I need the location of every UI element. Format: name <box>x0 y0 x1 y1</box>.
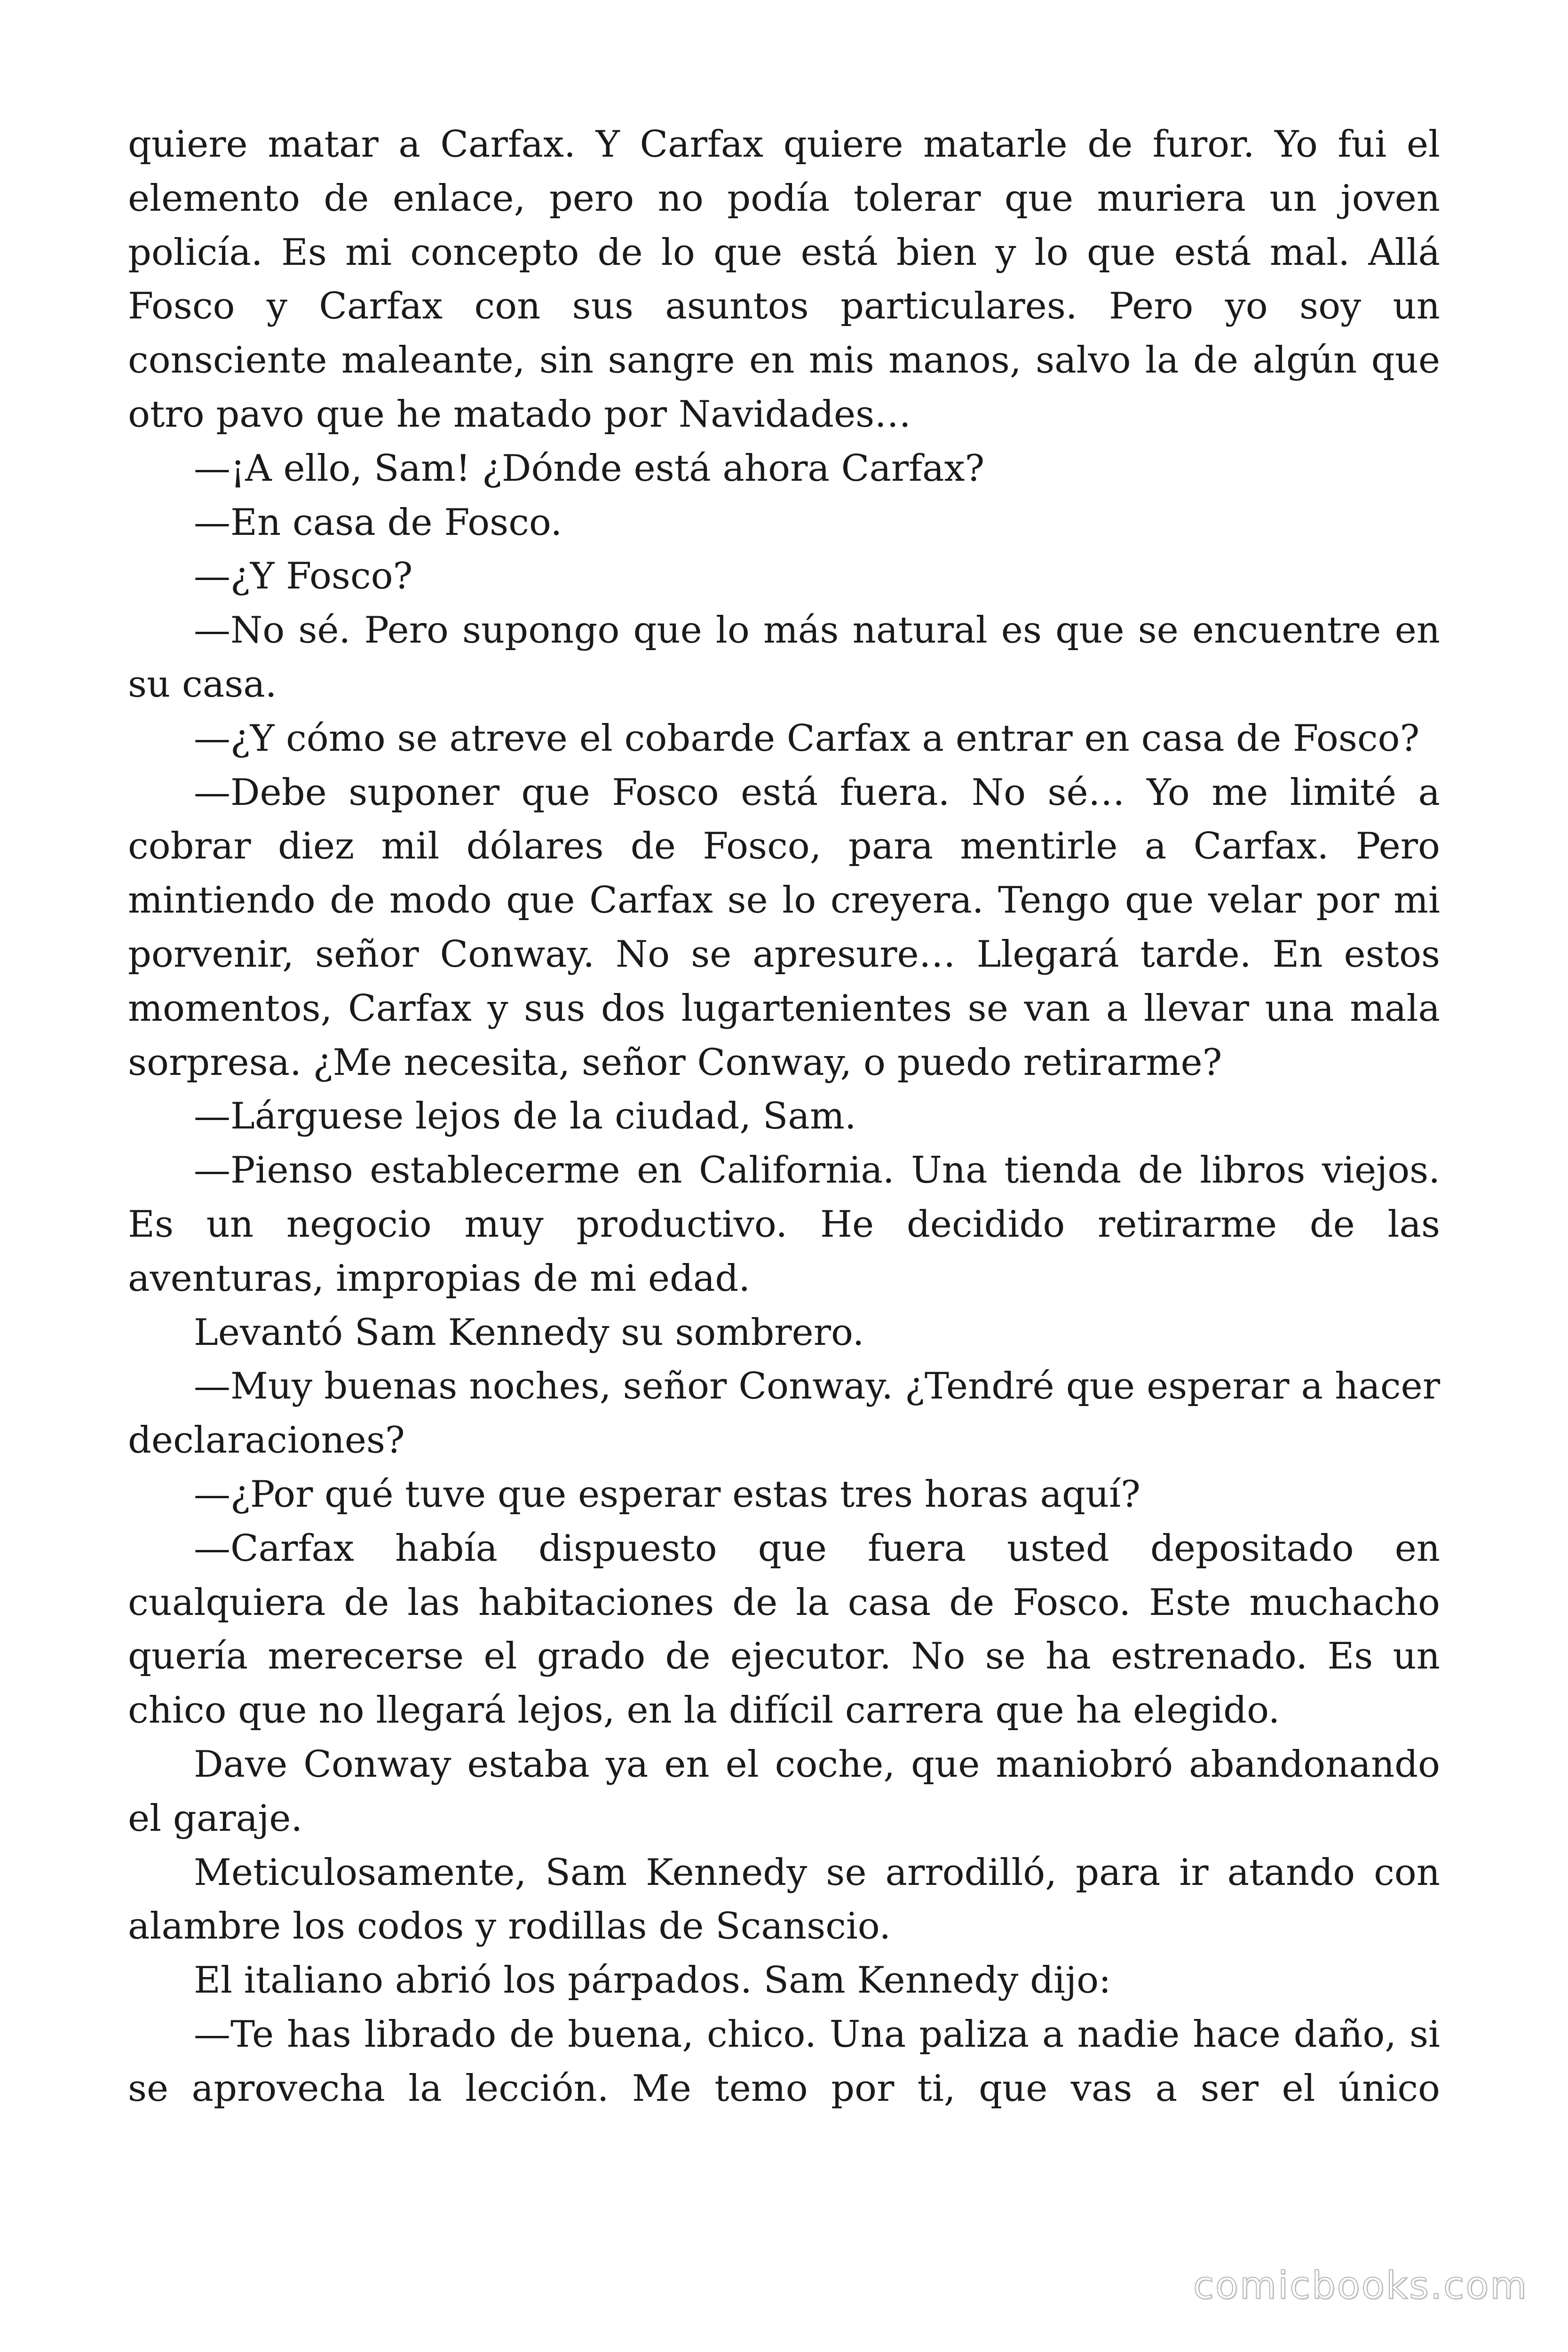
paragraph: —Carfax había dispuesto que fuera usted depositado en cualquiera de las habitaciones de la casa de Fosco. Este muchacho quería merecerse el grado de ejecutor. No se ha estrenado. Es un chico que no llegará lejos, en la difícil carrera que ha elegido. <box>128 1527 1440 1732</box>
paragraph: quiere matar a Carfax. Y Carfax quiere matarle de furor. Yo fui el elemento de enlace, pero no podía tolerar que muriera un joven policía. Es mi concepto de lo que está bien y lo que está mal. Allá Fosco y Carfax con sus asuntos particulares. Pero yo soy un consciente maleante, sin sangre en mis manos, salvo la de algún que otro pavo que he matado por Navidades… <box>128 123 1440 436</box>
paragraph: —No sé. Pero supongo que lo más natural es que se encuentre en su casa. <box>128 609 1440 706</box>
watermark: comicbooks.com <box>1193 2264 1528 2307</box>
paragraph: —Te has librado de buena, chico. Una paliza a nadie hace daño, si se aprovecha la lección. Me temo por ti, que vas a ser el único <box>128 2013 1440 2110</box>
paragraph: —¿Por qué tuve que esperar estas tres horas aquí? <box>194 1473 1140 1516</box>
paragraph: —Debe suponer que Fosco está fuera. No sé… Yo me limité a cobrar diez mil dólares de Fosco, para mentirle a Carfax. Pero mintiendo de modo que Carfax se lo creyera. Tengo que velar por mi porvenir, señor Conway. No se apresure… Llegará tarde. En estos momentos, Carfax y sus dos lugartenientes se van a llevar una mala sorpresa. ¿Me necesita, señor Conway, o puedo retirarme? <box>128 771 1440 1084</box>
paragraph: Meticulosamente, Sam Kennedy se arrodilló, para ir atando con alambre los codos y rodillas de Scanscio. <box>128 1851 1440 1948</box>
paragraph: —Pienso establecerme en California. Una tienda de libros viejos. Es un negocio muy productivo. He decidido retirarme de las aventuras, impropias de mi edad. <box>128 1149 1440 1300</box>
paragraph: —¿Y cómo se atreve el cobarde Carfax a entrar en casa de Fosco? <box>194 717 1420 760</box>
paragraph: —Lárguese lejos de la ciudad, Sam. <box>194 1095 856 1138</box>
paragraph: —¿Y Fosco? <box>194 555 413 598</box>
paragraph: —En casa de Fosco. <box>194 501 562 544</box>
paragraph: —Muy buenas noches, señor Conway. ¿Tendré que esperar a hacer declaraciones? <box>128 1365 1440 1462</box>
page-body-text <box>128 118 1440 2115</box>
paragraph: Levantó Sam Kennedy su sombrero. <box>194 1311 864 1354</box>
paragraph: —¡A ello, Sam! ¿Dónde está ahora Carfax? <box>194 447 985 490</box>
paragraph: El italiano abrió los párpados. Sam Kennedy dijo: <box>194 1959 1111 2002</box>
paragraph: Dave Conway estaba ya en el coche, que maniobró abandonando el garaje. <box>128 1743 1440 1840</box>
